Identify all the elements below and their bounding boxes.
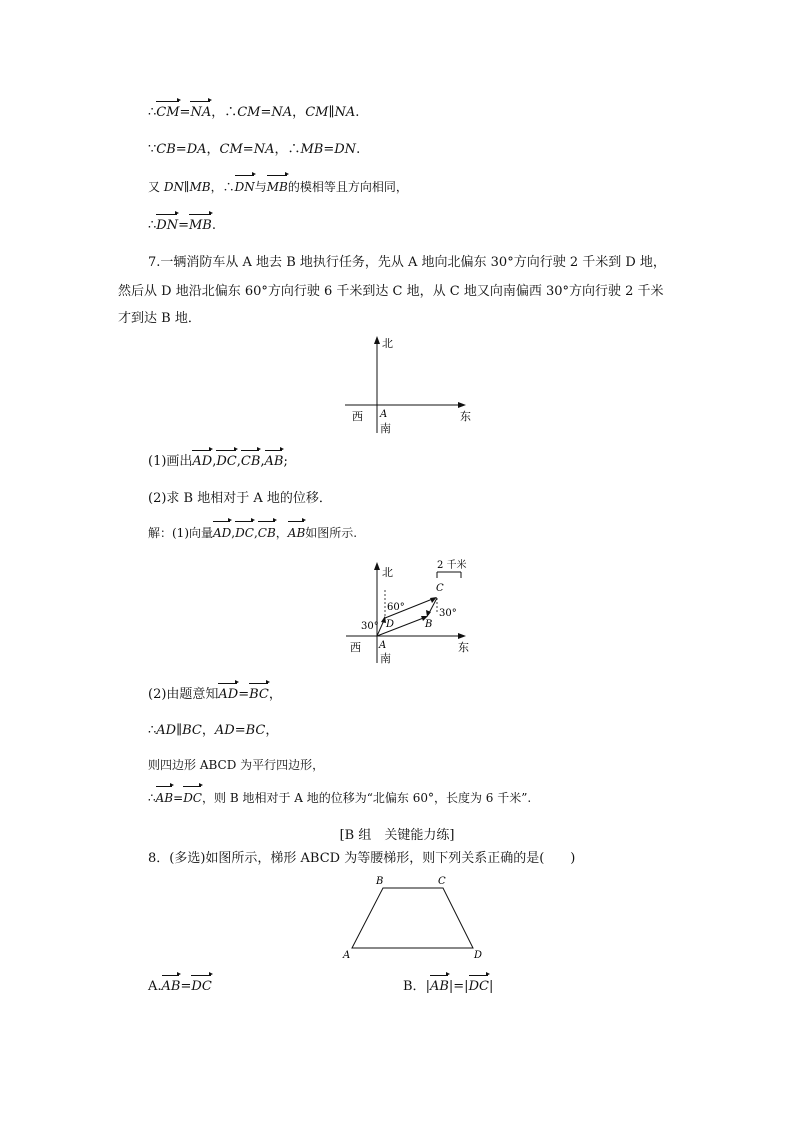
solution-5-suffix: ，则 B 地相对于 A 地的位移为“北偏东 60°，长度为 6 千米”. bbox=[202, 791, 532, 805]
fig1-east-label: 东 bbox=[460, 410, 471, 423]
proof-line-1: ∴CM=NA，∴CM=NA，CM∥NA. bbox=[148, 105, 360, 120]
option-a-label: A. bbox=[148, 979, 162, 994]
vector-mb: MB bbox=[266, 180, 288, 194]
point-c-label: C bbox=[436, 583, 444, 594]
fig1-origin-label: A bbox=[380, 409, 388, 420]
solution-1-prefix: 解：(1)向量 bbox=[148, 526, 213, 540]
solution-2-prefix: (2)由题意知 bbox=[148, 687, 219, 702]
proof-line-2: ∵CB=DA，CM=NA，∴MB=DN. bbox=[148, 142, 361, 157]
option-b-label: B． bbox=[403, 979, 426, 994]
fig2-west-label: 西 bbox=[350, 641, 361, 654]
problem7-text-2: 然后从 D 地沿北偏东 60°方向行驶 6 千米到达 C 地，从 C 地又向南偏西 30°方向行驶 2 千米 bbox=[118, 284, 664, 299]
angle-60-label: 60° bbox=[387, 602, 405, 613]
angle-30-label-b: 30° bbox=[439, 608, 457, 619]
fig1-south-label: 南 bbox=[380, 422, 391, 435]
fig2-south-label: 南 bbox=[380, 652, 391, 665]
fig1-north-label: 北 bbox=[382, 337, 393, 350]
problem8-text: 8．(多选)如图所示，梯形 ABCD 为等腰梯形，则下列关系正确的是( ) bbox=[148, 851, 576, 866]
option-b[interactable]: B．|AB|=|DC| bbox=[403, 979, 494, 994]
compass-figure-2 bbox=[340, 558, 480, 668]
point-b-label: B bbox=[425, 619, 433, 630]
vector-mb-2: MB bbox=[189, 218, 212, 233]
scale-label: 2 千米 bbox=[437, 560, 467, 571]
compass-figure-1 bbox=[340, 333, 480, 438]
vector-na: NA bbox=[190, 105, 212, 120]
fig1-west-label: 西 bbox=[352, 410, 363, 423]
question-1: (1)画出AD,DC,CB,AB; bbox=[148, 454, 288, 469]
point-a-label: A bbox=[379, 640, 387, 651]
point-d-label: D bbox=[386, 619, 395, 630]
solution-4: 则四边形 ABCD 为平行四边形， bbox=[148, 758, 325, 772]
solution-1-suffix: 如图所示. bbox=[305, 526, 358, 540]
question-2: (2)求 B 地相对于 A 地的位移． bbox=[148, 491, 332, 506]
question-1-prefix: (1)画出 bbox=[148, 454, 193, 469]
angle-30-label-a: 30° bbox=[361, 621, 379, 632]
vector-dn: DN bbox=[234, 180, 255, 194]
fig2-north-label: 北 bbox=[382, 566, 393, 579]
solution-2: (2)由题意知AD=BC， bbox=[148, 687, 282, 702]
option-a[interactable]: A.AB=DC bbox=[148, 979, 212, 994]
proof-line-4: ∴DN=MB. bbox=[148, 218, 217, 233]
problem7-text-3: 才到达 B 地． bbox=[118, 311, 201, 326]
proof-line-3: 又 DN∥MB，∴DN与MB的模相等且方向相同， bbox=[148, 180, 408, 194]
problem7-text-1: 7.一辆消防车从 A 地去 B 地执行任务，先从 A 地向北偏东 30°方向行驶 2 千米到 D 地， bbox=[148, 255, 666, 270]
trap-b-label: B bbox=[376, 876, 384, 887]
fig2-east-label: 东 bbox=[458, 641, 469, 654]
section-header: [B 组 关键能力练] bbox=[339, 828, 455, 843]
trap-d-label: D bbox=[474, 950, 483, 961]
solution-1: 解：(1)向量AD,DC,CB，AB如图所示. bbox=[148, 526, 358, 540]
solution-5: ∴AB=DC，则 B 地相对于 A 地的位移为“北偏东 60°，长度为 6 千米”. bbox=[148, 791, 532, 805]
vector-dn-2: DN bbox=[156, 218, 179, 233]
vector-cm: CM bbox=[156, 105, 180, 120]
trap-c-label: C bbox=[438, 876, 446, 887]
solution-3: ∴AD∥BC，AD=BC， bbox=[148, 723, 279, 738]
trapezoid-figure bbox=[338, 873, 493, 963]
proof-line-3-text: 的模相等且方向相同， bbox=[287, 180, 408, 194]
trap-a-label: A bbox=[343, 950, 351, 961]
